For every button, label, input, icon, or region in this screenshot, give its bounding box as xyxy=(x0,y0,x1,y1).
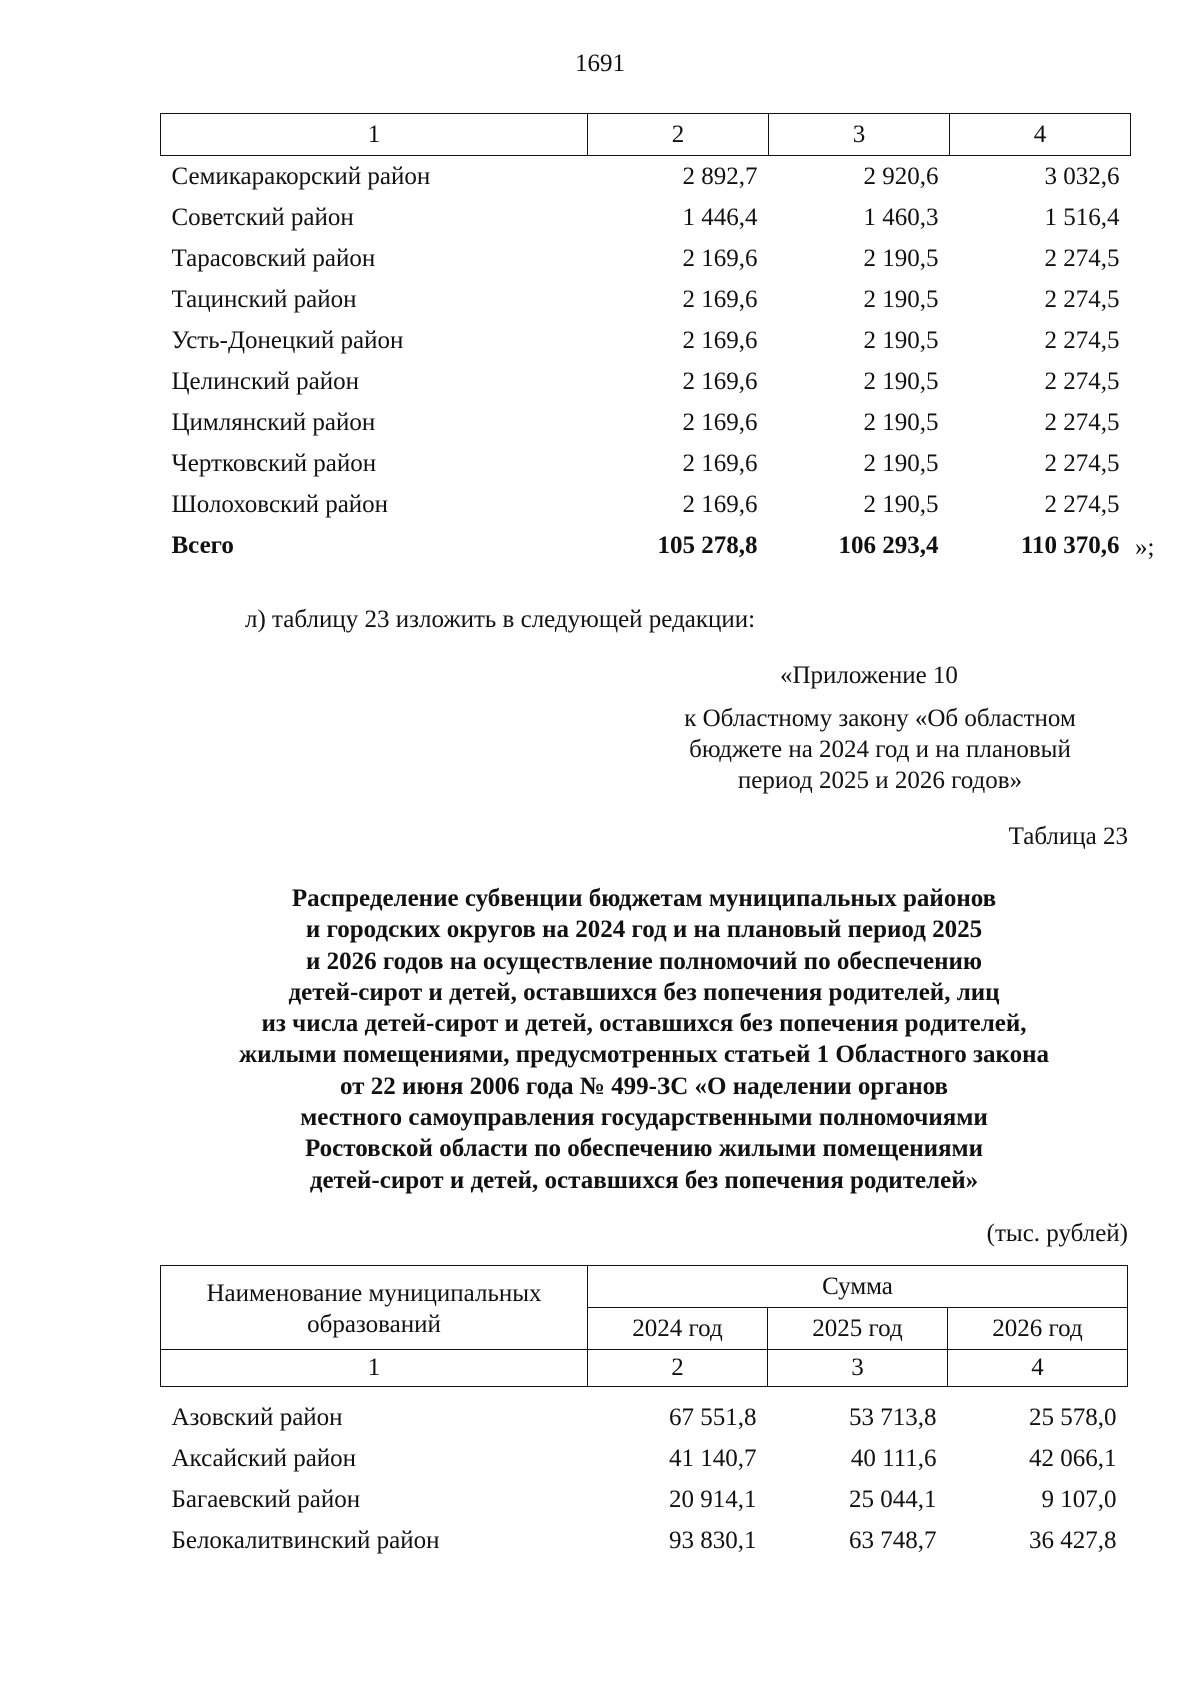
appendix-note xyxy=(640,703,1120,796)
closing-quote-mark: »; xyxy=(1135,534,1155,561)
name-header-line: образований xyxy=(307,1311,441,1338)
value-2025: 2 190,5 xyxy=(863,326,939,354)
table-row xyxy=(161,402,1131,443)
row-name: Советский район xyxy=(171,203,354,231)
value-2026: 2 274,5 xyxy=(1044,449,1120,477)
table-row xyxy=(161,156,1131,198)
value-2025: 2 190,5 xyxy=(863,367,939,395)
total-2024: 105 278,8 xyxy=(657,531,758,559)
heading-line: и 2026 годов на осуществление полномочий по обеспечению xyxy=(306,947,982,975)
value-2024: 1 446,4 xyxy=(682,203,758,231)
name-header-line: Наименование муниципальных xyxy=(206,1280,542,1307)
value-2025: 63 748,7 xyxy=(849,1526,937,1554)
value-2025: 2 920,6 xyxy=(863,162,939,190)
page-number: 1691 xyxy=(575,50,625,77)
value-2024: 2 169,6 xyxy=(682,244,758,272)
table-row xyxy=(161,361,1131,402)
value-2024: 2 169,6 xyxy=(682,326,758,354)
heading-line: детей-сирот и детей, оставшихся без попечения родителей» xyxy=(309,1166,979,1194)
amendment-paragraph: л) таблицу 23 изложить в следующей редакции: xyxy=(245,606,756,633)
year-2025-header: 2025 год xyxy=(768,1308,948,1350)
value-2026: 2 274,5 xyxy=(1044,490,1120,518)
row-name: Усть-Донецкий район xyxy=(171,326,404,354)
value-2024: 93 830,1 xyxy=(669,1526,757,1554)
value-2024: 67 551,8 xyxy=(669,1403,757,1431)
value-2026: 1 516,4 xyxy=(1044,203,1120,231)
appendix-note-line: период 2025 и 2026 годов» xyxy=(737,767,1023,794)
col-number-4: 4 xyxy=(950,114,1131,156)
table-header-row xyxy=(161,114,1131,156)
row-name: Целинский район xyxy=(171,367,359,395)
value-2026: 36 427,8 xyxy=(1029,1526,1117,1554)
row-name: Аксайский район xyxy=(171,1444,357,1472)
heading-line: и городских округов на 2024 год и на плановый период 2025 xyxy=(305,916,983,944)
value-2024: 2 169,6 xyxy=(682,367,758,395)
table-label: Таблица 23 xyxy=(1008,823,1128,850)
table-continuation xyxy=(160,113,1131,566)
value-2026: 2 274,5 xyxy=(1044,408,1120,436)
row-name: Шолоховский район xyxy=(171,490,389,518)
row-name: Белокалитвинский район xyxy=(171,1526,440,1554)
heading-line: детей-сирот и детей, оставшихся без попечения родителей, лиц xyxy=(288,978,1000,1006)
total-row xyxy=(161,525,1131,566)
sum-header: Сумма xyxy=(588,1266,1128,1308)
row-name: Багаевский район xyxy=(171,1485,361,1513)
name-column-header xyxy=(161,1266,588,1350)
col-number-3: 3 xyxy=(769,114,950,156)
value-2026: 42 066,1 xyxy=(1029,1444,1117,1472)
heading-line: жилыми помещениями, предусмотренных статьей 1 Областного закона xyxy=(238,1041,1050,1069)
table-row xyxy=(161,484,1131,525)
total-2026: 110 370,6 xyxy=(1020,531,1120,559)
value-2026: 2 274,5 xyxy=(1044,326,1120,354)
heading-line: из числа детей-сирот и детей, оставшихся без попечения родителей, xyxy=(261,1010,1027,1038)
row-name: Цимлянский район xyxy=(171,408,376,436)
heading-line: Ростовской области по обеспечению жилыми помещениями xyxy=(305,1135,983,1163)
column-number-row xyxy=(161,1350,1128,1387)
appendix-title: «Приложение 10 xyxy=(780,662,958,689)
year-2026-header: 2026 год xyxy=(948,1308,1128,1350)
table-row xyxy=(161,1438,1128,1479)
value-2024: 2 169,6 xyxy=(682,490,758,518)
value-2026: 2 274,5 xyxy=(1044,367,1120,395)
table-row xyxy=(161,443,1131,484)
value-2025: 2 190,5 xyxy=(863,490,939,518)
value-2025: 2 190,5 xyxy=(863,285,939,313)
table-23 xyxy=(160,1265,1128,1561)
col-number-2: 2 xyxy=(588,114,769,156)
value-2025: 2 190,5 xyxy=(863,408,939,436)
table-row xyxy=(161,279,1131,320)
table-heading xyxy=(160,883,1128,1196)
row-name: Тацинский район xyxy=(171,285,357,313)
appendix-note-line: бюджете на 2024 год и на плановый xyxy=(689,736,1071,763)
heading-line: от 22 июня 2006 года № 499-ЗС «О наделении органов xyxy=(340,1072,948,1100)
row-name: Азовский район xyxy=(171,1403,343,1431)
value-2024: 2 892,7 xyxy=(682,162,758,190)
value-2025: 1 460,3 xyxy=(863,203,939,231)
row-name: Семикаракорский район xyxy=(171,162,431,190)
table-row xyxy=(161,238,1131,279)
row-name: Чертковский район xyxy=(171,449,377,477)
table-header-row xyxy=(161,1266,1128,1308)
value-2024: 2 169,6 xyxy=(682,285,758,313)
heading-line: Распределение субвенции бюджетам муниципальных районов xyxy=(291,885,997,912)
value-2024: 2 169,6 xyxy=(682,408,758,436)
col-number-1: 1 xyxy=(161,114,588,156)
units-label: (тыс. рублей) xyxy=(986,1220,1128,1247)
table-row xyxy=(161,1397,1128,1438)
col-number-4: 4 xyxy=(948,1350,1128,1387)
table-row xyxy=(161,197,1131,238)
row-name: Тарасовский район xyxy=(171,244,376,272)
table-row xyxy=(161,1479,1128,1520)
year-2024-header: 2024 год xyxy=(588,1308,768,1350)
value-2026: 9 107,0 xyxy=(1041,1485,1117,1513)
value-2025: 2 190,5 xyxy=(863,449,939,477)
value-2026: 2 274,5 xyxy=(1044,285,1120,313)
value-2025: 53 713,8 xyxy=(849,1403,937,1431)
value-2024: 20 914,1 xyxy=(669,1485,757,1513)
value-2026: 25 578,0 xyxy=(1029,1403,1117,1431)
col-number-3: 3 xyxy=(768,1350,948,1387)
appendix-note-line: к Областному закону «Об областном xyxy=(684,705,1076,732)
col-number-1: 1 xyxy=(161,1350,588,1387)
heading-line: местного самоуправления государственными полномочиями xyxy=(300,1104,988,1132)
value-2025: 2 190,5 xyxy=(863,244,939,272)
value-2026: 2 274,5 xyxy=(1044,244,1120,272)
value-2026: 3 032,6 xyxy=(1044,162,1120,190)
value-2025: 40 111,6 xyxy=(850,1444,937,1472)
table-row xyxy=(161,1520,1128,1561)
value-2024: 41 140,7 xyxy=(669,1444,757,1472)
total-2025: 106 293,4 xyxy=(838,531,939,559)
value-2025: 25 044,1 xyxy=(849,1485,937,1513)
value-2024: 2 169,6 xyxy=(682,449,758,477)
table-row xyxy=(161,320,1131,361)
total-label: Всего xyxy=(171,531,234,559)
col-number-2: 2 xyxy=(588,1350,768,1387)
